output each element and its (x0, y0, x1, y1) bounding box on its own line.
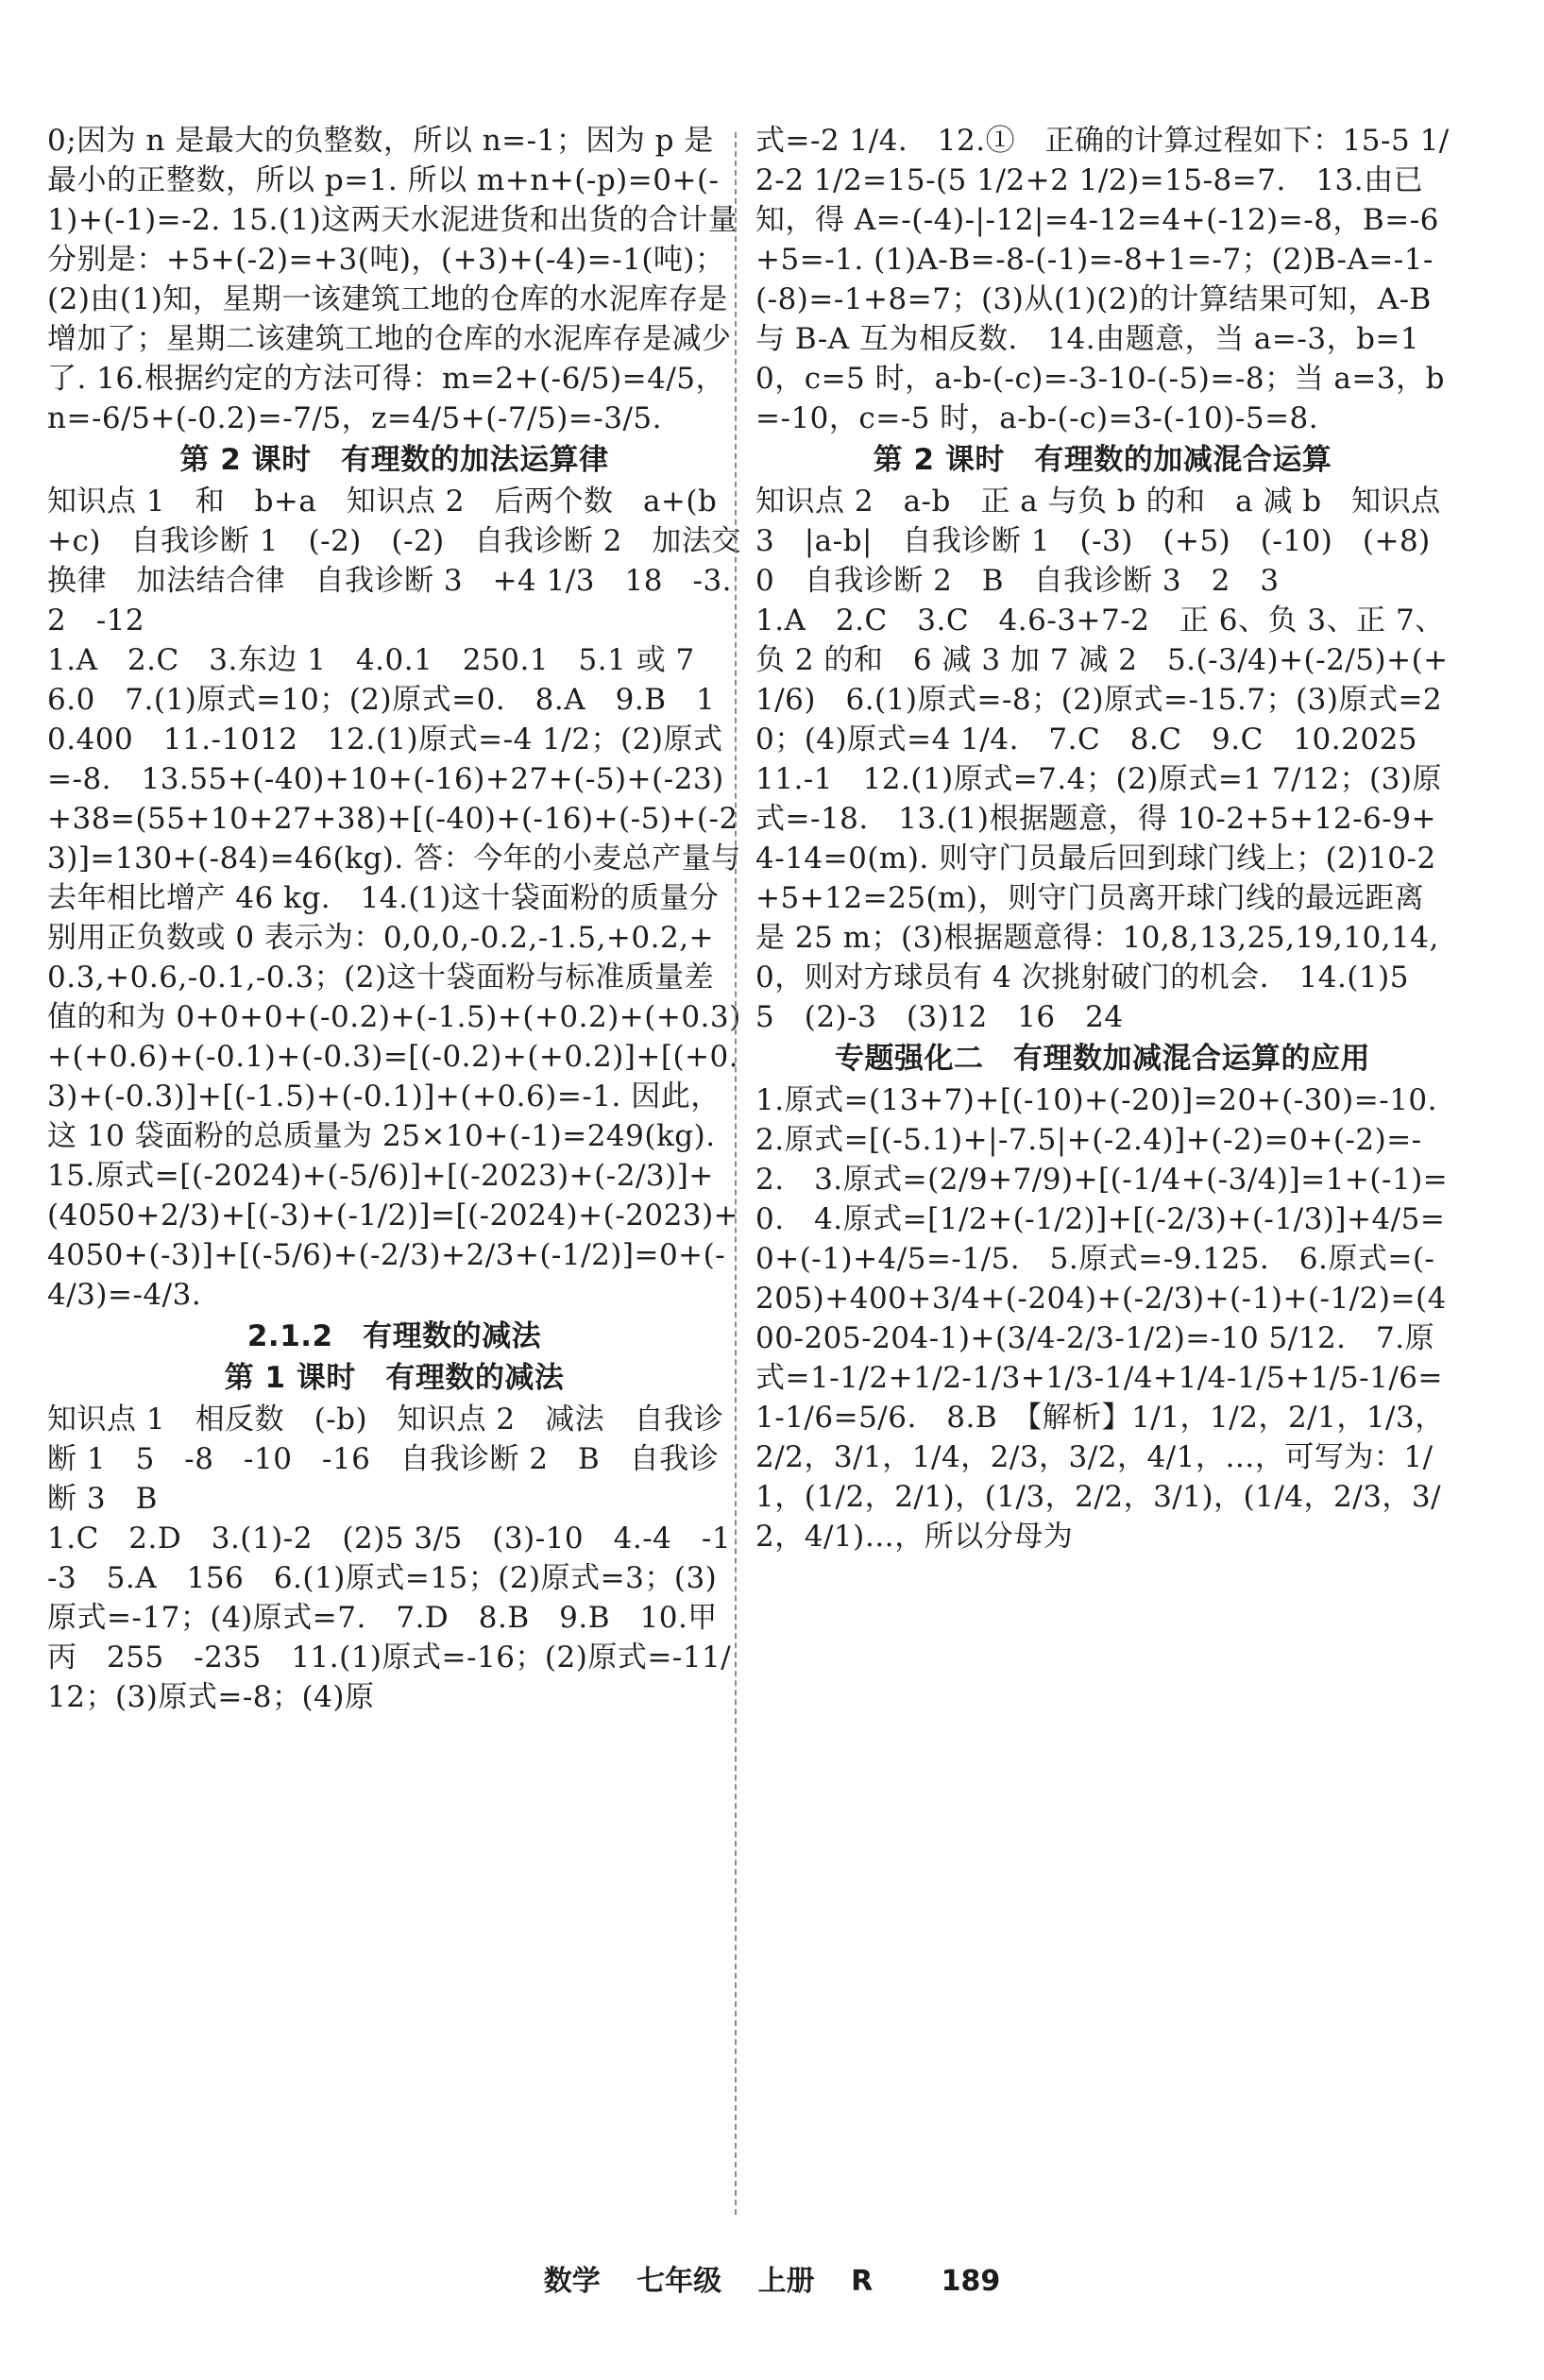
left-column (47, 121, 761, 1717)
right-column (755, 121, 1468, 1556)
column-divider (735, 132, 737, 2215)
footer-grade: 七年级 (636, 2265, 722, 2298)
right-block-0: 式=-2 1/4. 12.① 正确的计算过程如下：15-5 1/2-2 1/2=15-(5 1/2+2 1/2)=15-8=7. 13.由已知，得 A=-(-4)-|-12|=4-12=4+(-12)=-8，B=-6+5=-1. (1)A-B=-8-(-1)=-8+1=-7；(2)B-A=-1-(-8)=-1+8=7；(3)从(1)(2)的计算结果可知，A-B 与 B-A 互为相反数. 14.由题意，当 a=-3，b=10，c=5 时，a-b-(-c)=-3-10-(-5)=-8；当 a=3，b=-10，c=-5 时，a-b-(-c)=3-(-10)-5=8. (755, 124, 1450, 435)
right-block-2: 1.A 2.C 3.C 4.6-3+7-2 正 6、负 3、正 7、负 2 的和 6 减 3 加 7 减 2 5.(-3/4)+(-2/5)+(+1/6) 6.(1)原式=-8；(2)原式=-15.7；(3)原式=20；(4)原式=4 1/4. 7.C 8.C 9.C 10.2025 11.-1 12.(1)原式=7.4；(2)原式=1 7/12；(3)原式=-18. 13.(1)根据题意，得 10-2+5+12-6-9+4-14=0(m). 则守门员最后回到球门线上；(2)10-2+5+12=25(m)，则守门员离开球门线的最远距离是 25 m；(3)根据题意得：10,8,13,25,19,10,14,0，则对方球员有 4 次挑射破门的机会. 14.(1)5 5 (2)-3 (3)12 16 24 (755, 604, 1449, 1034)
left-section-title-1: 2.1.2 有理数的减法 (246, 1319, 542, 1353)
footer-subject: 数学 (543, 2265, 601, 2298)
right-section-title-1: 专题强化二 有理数加减混合运算的应用 (835, 1042, 1370, 1076)
right-section-title-0: 第 2 课时 有理数的加减混合运算 (873, 443, 1332, 477)
left-block-2: 1.A 2.C 3.东边 1 4.0.1 250.1 5.1 或 7 6.0 7.(1)原式=10；(2)原式=0. 8.A 9.B 10.400 11.-1012 12.(1)原式=-4 1/2；(2)原式=-8. 13.55+(-40)+10+(-16)+27+(-5)+(-23)+38=(55+10+27+38)+[(-40)+(-16)+(-5)+(-23)]=130+(-84)=46(kg). 答：今年的小麦总产量与去年相比增产 46 kg. 14.(1)这十袋面粉的质量分别用正负数或 0 表示为：0,0,0,-0.2,-1.5,+0.2,+0.3,+0.6,-0.1,-0.3；(2)这十袋面粉与标准质量差值的和为 0+0+0+(-0.2)+(-1.5)+(+0.2)+(+0.3)+(+0.6)+(-0.1)+(-0.3)=[(-0.2)+(+0.2)]+[(+0.3)+(-0.3)]+[(-1.5)+(-0.1)]+(+0.6)=-1. 因此，这 10 袋面粉的总质量为 25×10+(-1)=249(kg). 15.原式=[(-2024)+(-5/6)]+[(-2023)+(-2/3)]+(4050+2/3)+[(-3)+(-1/2)]=[(-2024)+(-2023)+4050+(-3)]+[(-5/6)+(-2/3)+2/3+(-1/2)]=0+(-4/3)=-4/3. (47, 643, 746, 1312)
footer-edition: R (851, 2265, 874, 2298)
right-block-1: 知识点 2 a-b 正 a 与负 b 的和 a 减 b 知识点 3 |a-b| 自我诊断 1 (-3) (+5) (-10) (+8) 0 自我诊断 2 B 自我诊断 3 2 3 (755, 484, 1461, 598)
left-block-1: 知识点 1 和 b+a 知识点 2 后两个数 a+(b+c) 自我诊断 1 (-2) (-2) 自我诊断 2 加法交换律 加法结合律 自我诊断 3 +4 1/3 18 -3.2 -12 (47, 484, 741, 638)
left-block-0: 0;因为 n 是最大的负整数，所以 n=-1；因为 p 是最小的正整数，所以 p=1. 所以 m+n+(-p)=0+(-1)+(-1)=-2. 15.(1)这两天水泥进货和出货的合计量分别是：+5+(-2)=+3(吨)，(+3)+(-4)=-1(吨)；(2)由(1)知，星期一该建筑工地的仓库的水泥库存是增加了；星期二该建筑工地的仓库的水泥库存是减少了. 16.根据约定的方法可得：m=2+(-6/5)=4/5，n=-6/5+(-0.2)=-7/5，z=4/5+(-7/5)=-3/5. (47, 124, 738, 435)
left-block-3: 知识点 1 相反数 (-b) 知识点 2 减法 自我诊断 1 5 -8 -10 -16 自我诊断 2 B 自我诊断 3 B (47, 1402, 724, 1516)
right-block-3: 1.原式=(13+7)+[(-10)+(-20)]=20+(-30)=-10. 2.原式=[(-5.1)+|-7.5|+(-2.4)]+(-2)=0+(-2)=-2. 3.原式=(2/9+7/9)+[(-1/4+(-3/4)]=1+(-1)=0. 4.原式=[1/2+(-1/2)]+[(-2/3)+(-1/3)]+4/5=0+(-1)+4/5=-1/5. 5.原式=-9.125. 6.原式=(-205)+400+3/4+(-204)+(-2/3)+(-1)+(-1/2)=(400-205-204-1)+(3/4-2/3-1/2)=-10 5/12. 7.原式=1-1/2+1/2-1/3+1/3-1/4+1/4-1/5+1/5-1/6=1-1/6=5/6. 8.B 【解析】1/1，1/2，2/1，1/3，2/2，3/1，1/4，2/3，3/2，4/1，…，可写为：1/1，(1/2，2/1)，(1/3，2/2，3/1)，(1/4，2/3，3/2，4/1)…，所以分母为 (755, 1083, 1468, 1554)
left-section-title-2: 第 1 课时 有理数的减法 (224, 1361, 565, 1395)
left-block-4: 1.C 2.D 3.(1)-2 (2)5 3/5 (3)-10 4.-4 -1 -3 5.A 156 6.(1)原式=15；(2)原式=3；(3)原式=-17；(4)原式=7. 7.D 8.B 9.B 10.甲 丙 255 -235 11.(1)原式=-16；(2)原式=-11/12；(3)原式=-8；(4)原 (47, 1522, 761, 1714)
page-number: 189 (941, 2265, 1001, 2298)
left-section-title-0: 第 2 课时 有理数的加法运算律 (179, 443, 609, 477)
footer-volume: 上册 (757, 2265, 815, 2298)
page-footer (0, 2257, 1544, 2299)
